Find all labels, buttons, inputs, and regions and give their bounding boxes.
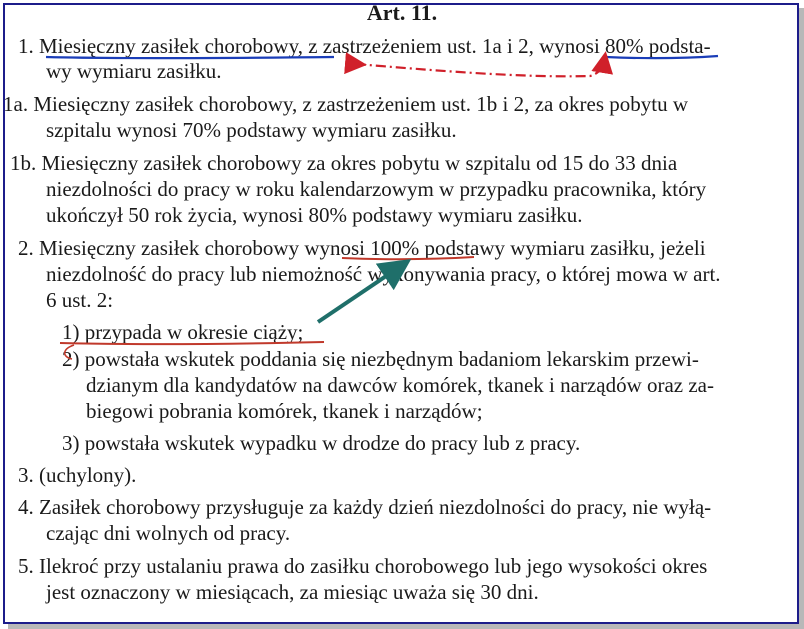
p1b-line-3: ukończył 50 rok życia, wynosi 80% podstawy wymiaru zasiłku. — [46, 203, 583, 227]
p1-highlight-rate: wynosi 80% — [539, 34, 644, 58]
p1-line-2: wy wymiaru zasiłku. — [46, 59, 222, 83]
p2-item-2-line-3: biegowi pobrania komórek, tkanek i narządów; — [86, 399, 483, 423]
p1b-line-2: niezdolności do pracy w roku kalendarzowym w przypadku pracownika, który — [46, 177, 707, 201]
p1-text-end: podsta- — [643, 34, 711, 58]
p3-line: 3. (uchylony). — [18, 463, 137, 487]
p2-highlight-rate: wynosi 100% — [304, 236, 420, 260]
p2-line-3: 6 ust. 2: — [46, 288, 114, 312]
blue-underline-rate — [606, 56, 718, 58]
p2-item-3: 3) powstała wskutek wypadku w drodze do pracy lub z pracy. — [62, 431, 581, 455]
p1-number: 1. — [18, 34, 34, 58]
p4-line-2: czając dni wolnych od pracy. — [46, 521, 291, 545]
p2-text-end: podstawy wymiaru zasiłku, jeżeli — [419, 236, 706, 260]
teal-arrow — [318, 268, 398, 322]
p4-line-1: 4. Zasiłek chorobowy przysługuje za każdy dzień niezdolności do pracy, nie wyłą- — [18, 495, 712, 519]
blue-underline-subject — [46, 57, 334, 58]
p2-item-2-line-2: dzianym dla kandydatów na dawców komórek, tkanek i narządów oraz za- — [86, 373, 715, 397]
p1b-number: 1b. — [10, 151, 37, 175]
red-underline-rate — [342, 257, 474, 259]
p1a-number: 1a. — [3, 92, 29, 116]
p2-line-2: niezdolność do pracy lub niemożność wykonywania pracy, o której mowa w art. — [46, 262, 721, 286]
red-curl-mark — [65, 345, 74, 359]
p1-highlight-subject: Miesięczny zasiłek chorobowy — [39, 34, 298, 58]
p5-line-2: jest oznaczony w miesiącach, za miesiąc uważa się 30 dni. — [46, 580, 539, 604]
p2-item-1: 1) przypada w okresie ciąży; — [62, 320, 304, 344]
p1a-line-2: szpitalu wynosi 70% podstawy wymiaru zasiłku. — [46, 118, 457, 142]
p1b-text: Miesięczny zasiłek chorobowy za okres pobytu w szpitalu od 15 do 33 dnia — [41, 151, 678, 175]
red-underline-item1 — [60, 342, 324, 344]
p2-item-2-line-1: 2) powstała wskutek poddania się niezbędnym badaniom lekarskim przewi- — [62, 347, 699, 371]
p1a-text: Miesięczny zasiłek chorobowy, z zastrzeżeniem ust. 1b i 2, za okres pobytu w — [33, 92, 688, 116]
red-dashed-arrow — [356, 62, 604, 76]
p2-number: 2. — [18, 236, 34, 260]
p5-line-1: 5. Ilekroć przy ustalaniu prawa do zasiłku chorobowego lub jego wysokości okres — [18, 554, 708, 578]
p1-text: , z zastrzeżeniem ust. 1a i 2, — [297, 34, 540, 58]
article-title: Art. 11. — [366, 0, 438, 25]
p2-text: Miesięczny zasiłek chorobowy — [39, 236, 305, 260]
